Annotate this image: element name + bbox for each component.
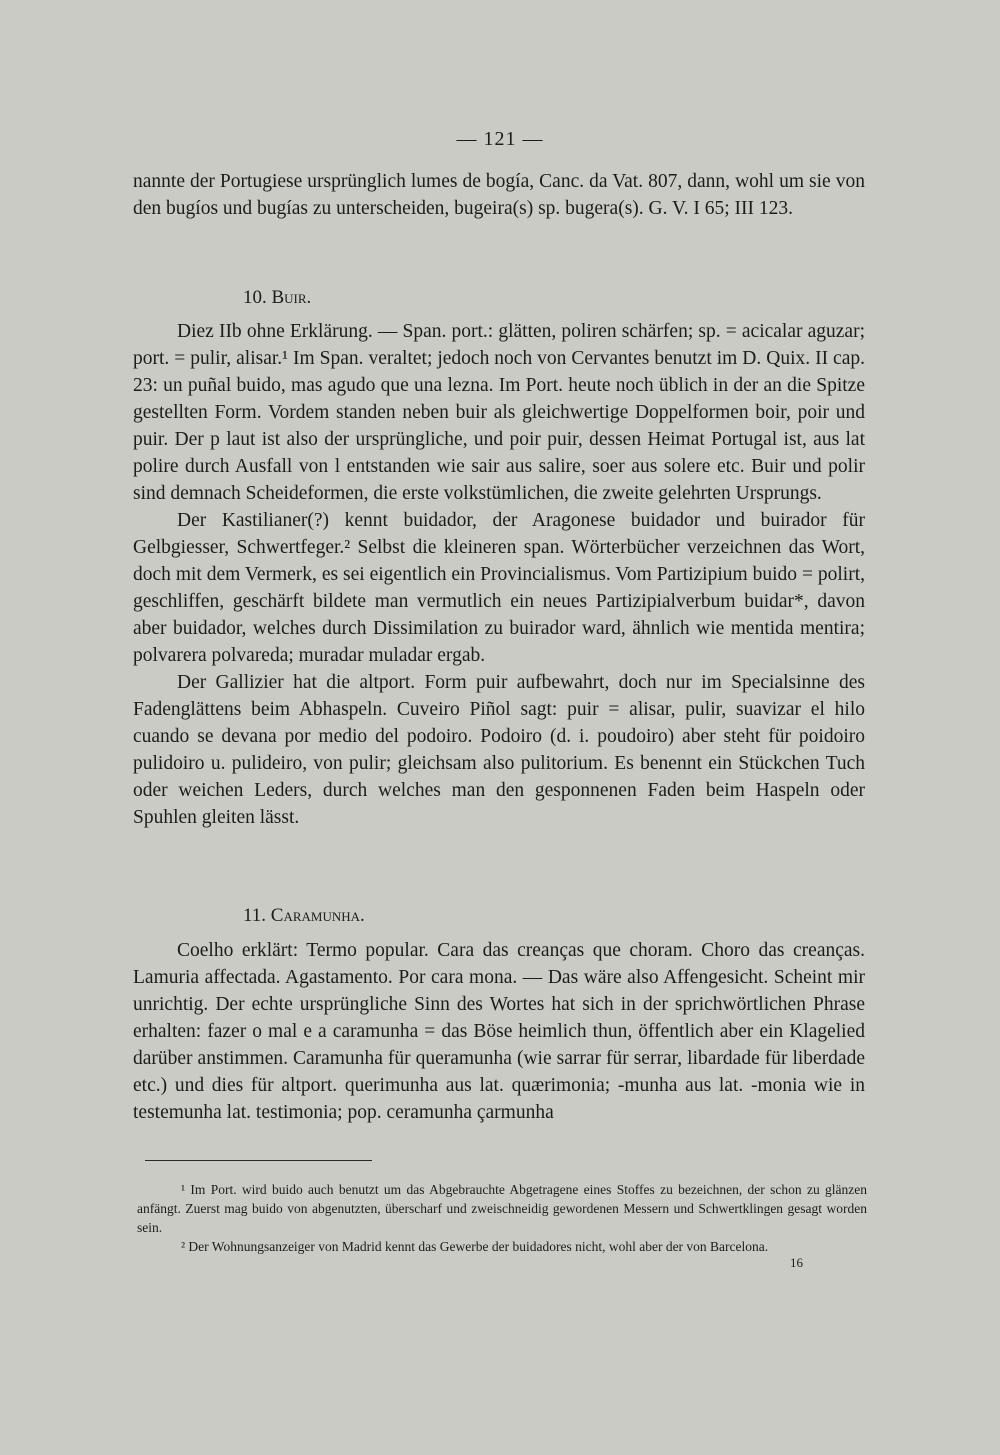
top-paragraph: nannte der Portugiese ursprünglich lumes de bogía, Canc. da Vat. 807, dann, wohl um sie von den bugíos und bugías zu unterscheiden, bugeira(s) sp. bugera(s). G. V. I 65; III 123. (133, 171, 865, 219)
section-10-paragraph-1: Diez IIb ohne Erklärung. — Span. port.: glätten, poliren schärfen; sp. = acicalar aguzar; port. = pulir, alisar.¹ Im Span. veraltet; jedoch noch von Cervantes benutzt im D. Quix. II cap. 23: un puñal buido, mas agudo que una lezna. Im Port. heute noch üblich in der an die Spitze gestellten Form. Vordem standen neben buir als gleichwertige Doppelformen boir, poir und puir. Der p laut ist also der ursprüngliche, und poir puir, dessen Heimat Portugal ist, aus lat polire durch Ausfall von l entstanden wie sair aus salire, soer aus solere etc. Buir und polir sind demnach Scheideformen, die erste volkstümlichen, die zweite gelehrten Ursprungs. (133, 321, 865, 504)
footnote-2: ² Der Wohnungsanzeiger von Madrid kennt das Gewerbe der buidadores nicht, wohl aber der von Barcelona. (181, 1239, 769, 1254)
top-paragraph-block (133, 168, 865, 222)
section-10-heading (243, 287, 311, 309)
section-11-number: 11. (243, 905, 267, 926)
section-11-paragraph: Coelho erklärt: Termo popular. Cara das creanças que choram. Choro das creanças. Lamuria affectada. Agastamento. Por cara mona. — Das wäre also Affengesicht. Scheint mir unrichtig. Der echte ursprüngliche Sinn des Wortes hat sich in der sprichwörtlichen Phrase erhalten: fazer o mal e a caramunha = das Böse heimlich thun, öffentlich aber ein Klagelied darüber anstimmen. Caramunha für queramunha (wie sarrar für serrar, libardade für liberdade etc.) und dies für altport. querimunha aus lat. quærimonia; -munha aus lat. -monia wie in testemunha lat. testimonia; pop. ceramunha çarmunha (133, 940, 865, 1123)
section-11-title: Caramunha. (270, 905, 365, 926)
footnotes (137, 1180, 867, 1256)
signature-mark: 16 (790, 1255, 803, 1270)
section-10-body (133, 318, 865, 831)
page-number: — 121 — (456, 128, 544, 150)
section-11-heading (243, 905, 365, 927)
section-11-body (133, 937, 865, 1126)
section-10-number: 10. (243, 287, 267, 308)
section-10-title: Buir. (271, 287, 312, 308)
footnote-1: ¹ Im Port. wird buido auch benutzt um das Abgebrauchte Abgetragene eines Stoffes zu bezeichnen, der schon zu glänzen anfängt. Zuerst mag buido von abgenutzten, überscharf und zweischneidig gewordenen Messern und Schwertklingen gesagt worden sein. (137, 1182, 867, 1235)
section-10-paragraph-2: Der Kastilianer(?) kennt buidador, der Aragonese buidador und buirador für Gelbgiesser, Schwertfeger.² Selbst die kleineren span. Wörterbücher verzeichnen das Wort, doch mit dem Vermerk, es sei eigentlich ein Provincialismus. Vom Partizipium buido = polirt, geschliffen, geschärft bildete man vermutlich ein neues Partizipialverbum buidar*, davon aber buidador, welches durch Dissimilation zu buirador ward, ähnlich wie mentida mentira; polvarera polvareda; muradar muladar ergab. (133, 510, 865, 666)
footnote-divider (145, 1160, 372, 1161)
section-10-paragraph-3: Der Gallizier hat die altport. Form puir aufbewahrt, doch nur im Specialsinne des Fadenglättens beim Abhaspeln. Cuveiro Piñol sagt: puir = alisar, pulir, suavizar el hilo cuando se devana por medio del podoiro. Podoiro (d. i. poudoiro) aber steht für poidoiro pulidoiro u. pulideiro, von pulir; gleichsam also pulitorium. Es benennt ein Stückchen Tuch oder weichen Leders, durch welches man den gesponnenen Faden beim Haspeln oder Spuhlen gleiten lässt. (133, 672, 865, 828)
